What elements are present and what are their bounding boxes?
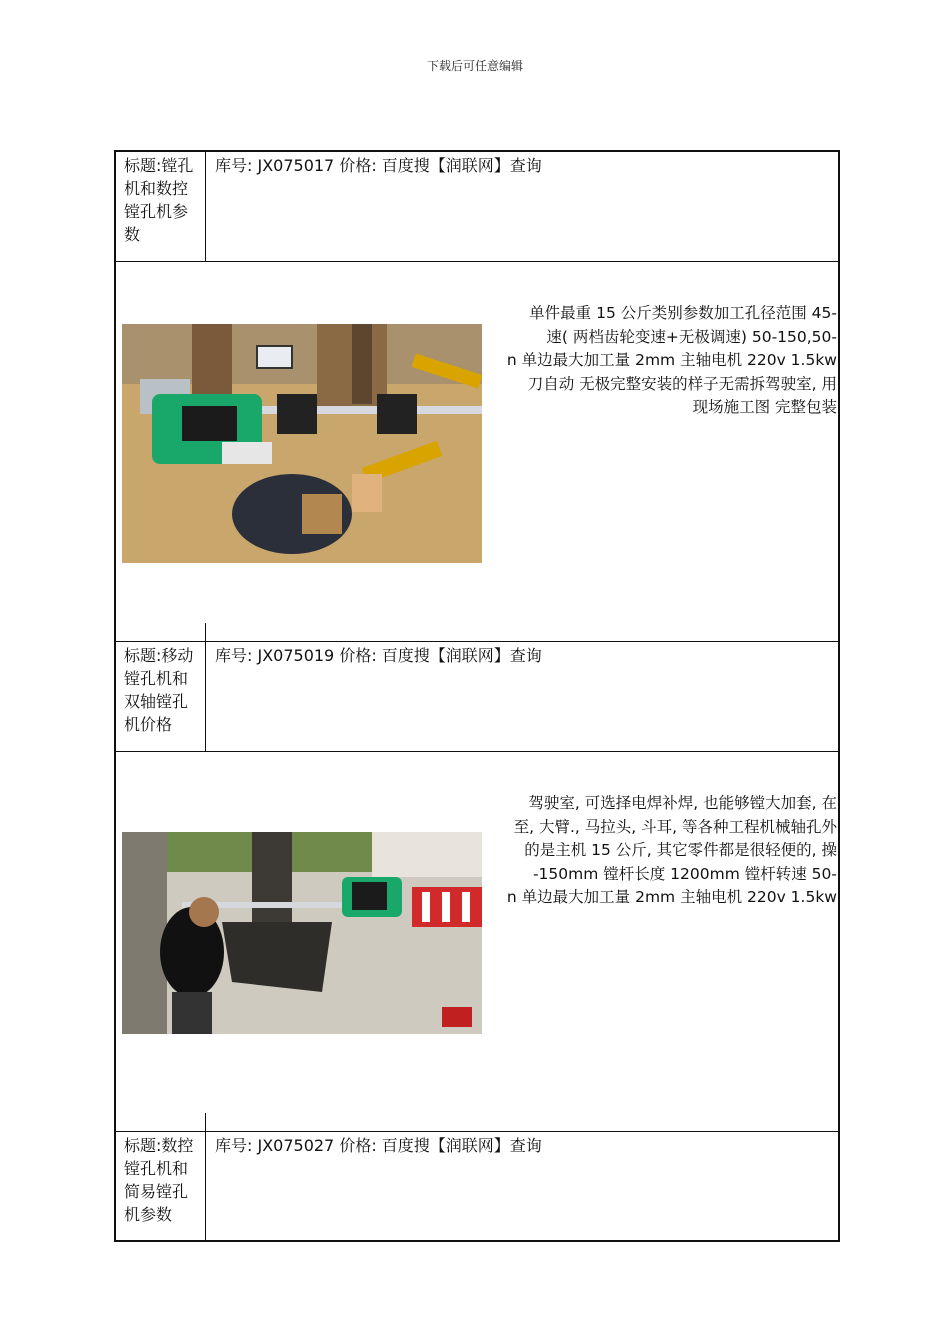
row-divider	[116, 1131, 838, 1132]
row-title: 标题:镗孔机和数控镗孔机参数	[124, 156, 194, 244]
row-divider	[116, 261, 838, 262]
row-divider	[116, 751, 838, 752]
row-description	[482, 302, 837, 420]
row-info: 库号: JX075017 价格: 百度搜【润联网】查询	[215, 156, 542, 175]
description-line: n 单边最大加工量 2mm 主轴电机 220v 1.5kw	[506, 351, 837, 369]
description-line: n 单边最大加工量 2mm 主轴电机 220v 1.5kw	[506, 888, 837, 906]
row-divider	[116, 641, 838, 642]
row-info: 库号: JX075019 价格: 百度搜【润联网】查询	[215, 646, 542, 665]
description-line: 单件最重 15 公斤类别参数加工孔径范围 45-	[529, 304, 837, 322]
description-line: 驾驶室, 可选择电焊补焊, 也能够镗大加套, 在	[528, 794, 837, 812]
description-line: 至, 大臂., 马拉头, 斗耳, 等各种工程机械轴孔外	[513, 817, 837, 836]
description-line: 速( 两档齿轮变速+无极调速) 50-150,50-	[546, 327, 837, 346]
header-note: 下载后可任意编辑	[426, 59, 523, 73]
column-divider	[205, 623, 206, 751]
column-divider	[205, 152, 206, 261]
product-photo-onsite-boring	[122, 832, 482, 1034]
row-info: 库号: JX075027 价格: 百度搜【润联网】查询	[215, 1136, 542, 1155]
product-table	[114, 150, 840, 1242]
row-title: 标题:移动镗孔机和双轴镗孔机价格	[124, 646, 194, 734]
row-title: 标题:数控镗孔机和简易镗孔机参数	[124, 1136, 194, 1224]
description-line: 刀自动 无极完整安装的样子无需拆驾驶室, 用	[527, 374, 837, 393]
product-photo-boring-machine	[122, 324, 482, 563]
description-line: -150mm 镗杆长度 1200mm 镗杆转速 50-	[532, 864, 837, 883]
description-line: 的是主机 15 公斤, 其它零件都是很轻便的, 操	[524, 841, 837, 859]
row-description	[482, 792, 837, 910]
description-line: 现场施工图 完整包装	[692, 398, 837, 416]
column-divider	[205, 1113, 206, 1241]
